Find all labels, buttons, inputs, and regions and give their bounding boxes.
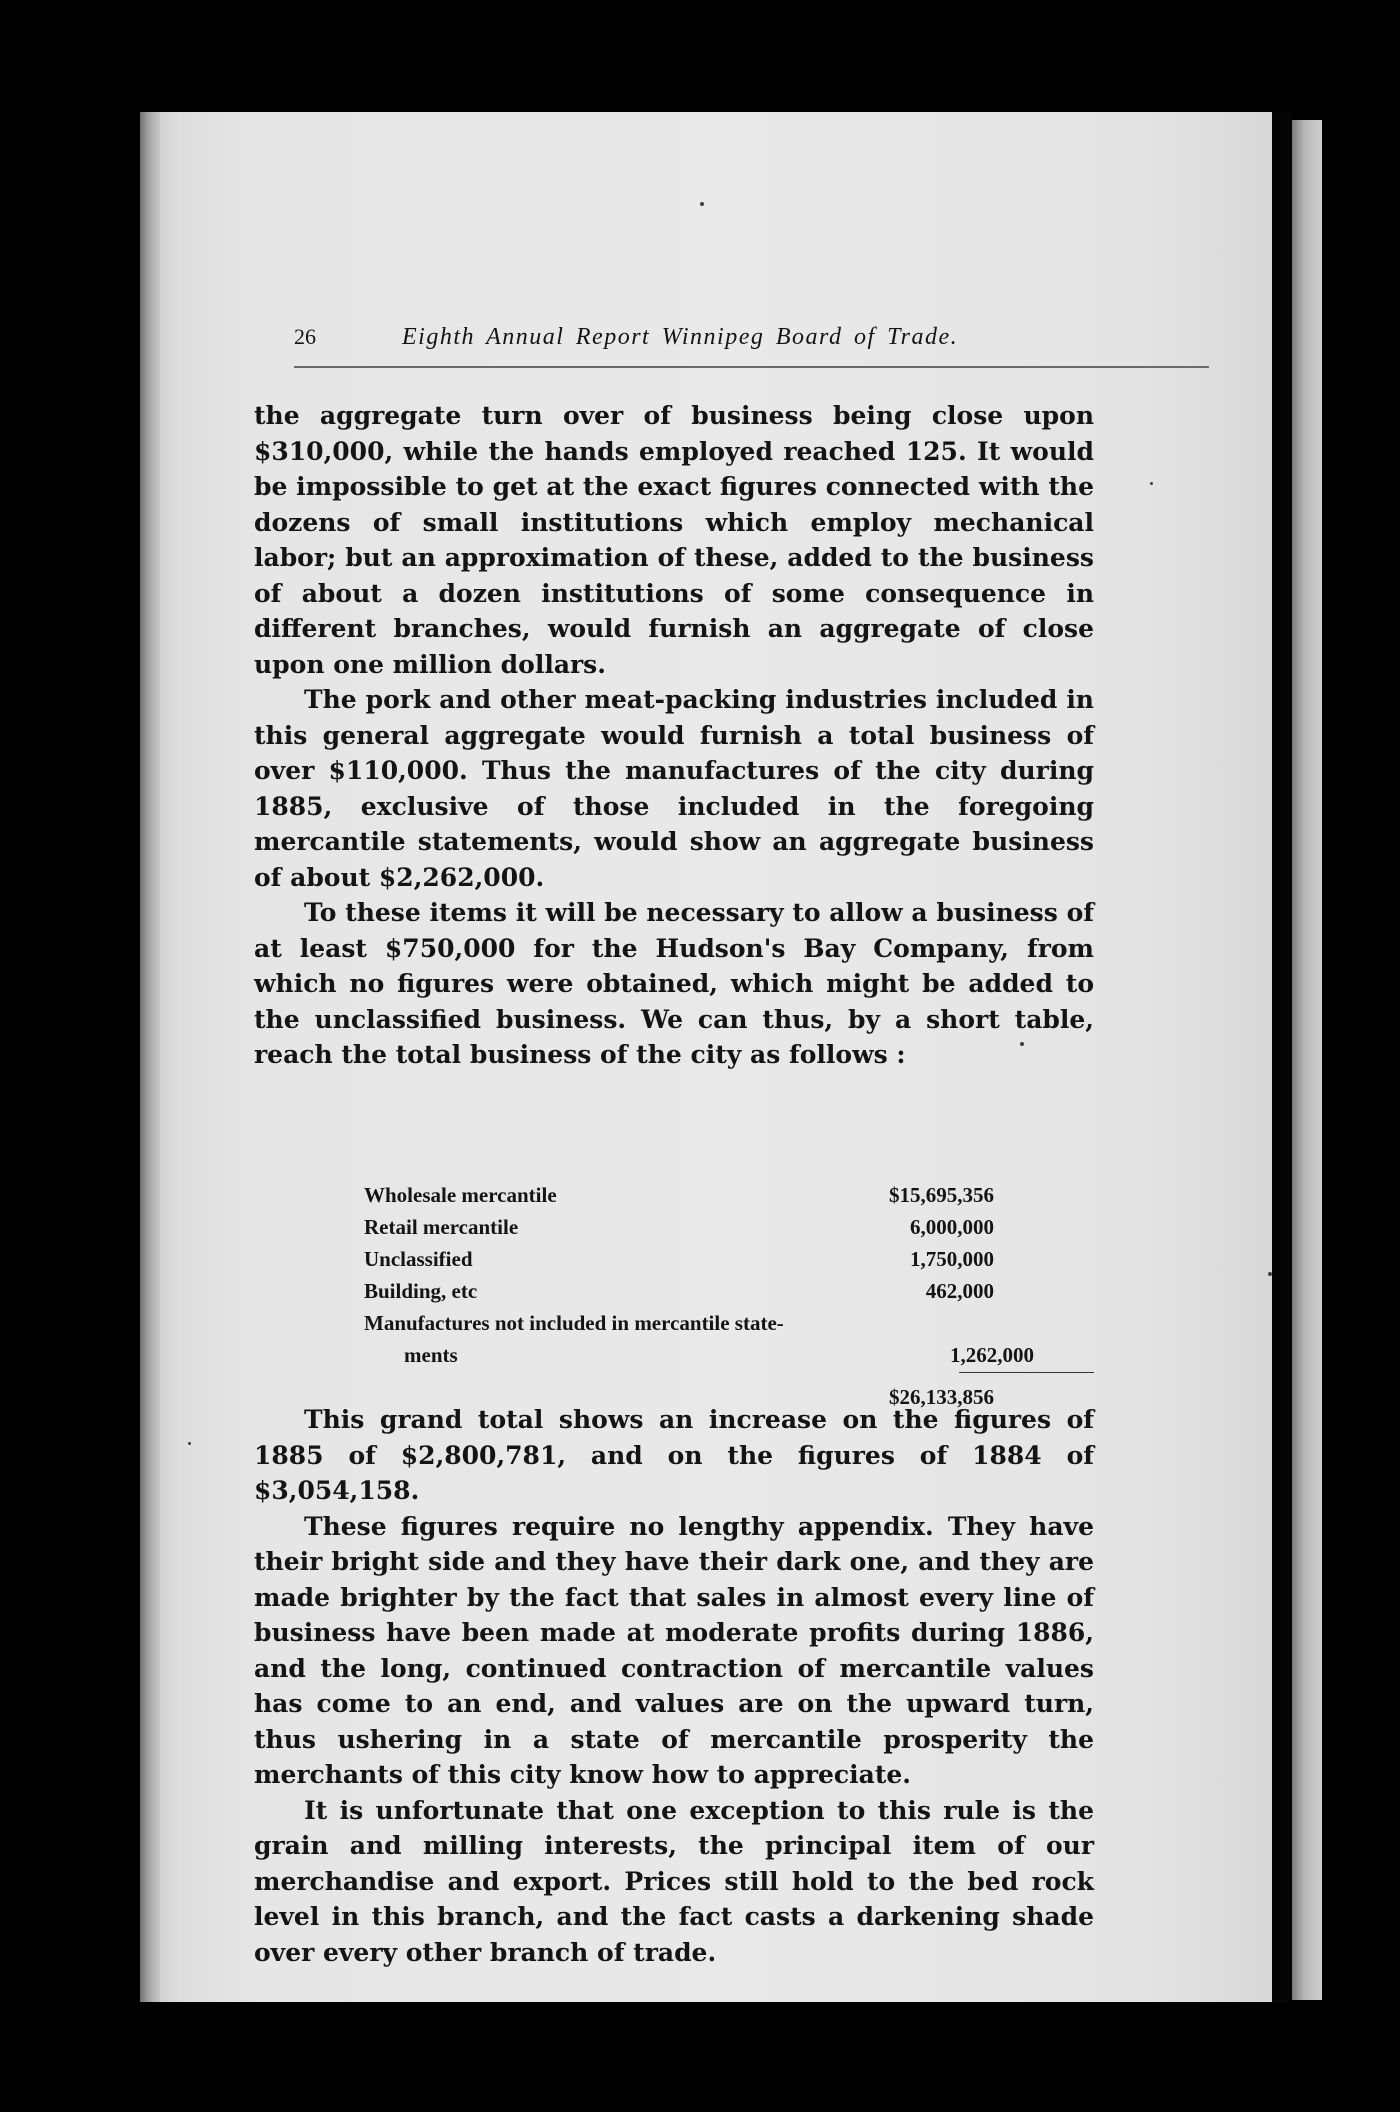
paragraph-6: It is unfortunate that one exception to this rule is the grain and milling interests, the principal item of our merchandise and export. Prices still hold to the bed rock level in this branch, and the fact casts a darkening shade over every other branch of trade. <box>254 1795 1094 1967</box>
table-row <box>254 1336 1094 1368</box>
scan-speck <box>1020 1042 1024 1046</box>
scan-speck <box>188 1442 191 1445</box>
paragraph-2: The pork and other meat-packing industries included in this general aggregate would furnish a total business of over $110,000. Thus the manufactures of the city during 1885, exclusive of those included in the foregoing mercantile statements, would show an aggregate business of about $2,262,000. <box>254 685 1094 892</box>
table-label: ments <box>404 1343 458 1367</box>
page-number: 26 <box>294 324 316 349</box>
table-row <box>254 1240 1094 1272</box>
running-title: Eighth Annual Report Winnipeg Board of Trade. <box>402 324 959 350</box>
paragraph-3: To these items it will be necessary to allow a business of at least $750,000 for the Hudson's Bay Company, from which no figures were obtained, which might be added to the unclassified business. We can thus, by a short table, reach the total business of the city as follows : <box>254 898 1094 1069</box>
document-page <box>140 112 1272 2002</box>
business-table <box>254 1176 1094 1410</box>
paragraph-1: the aggregate turn over of business being close upon $310,000, while the hands employed reached 125. It would be impossible to get at the exact figures connected with the dozens of small institutions which employ mechanical labor; but an approximation of these, added to the business of about a dozen institutions of some consequence in different branches, would furnish an aggregate of close upon one million dollars. <box>254 401 1094 679</box>
scan-speck <box>1150 482 1153 485</box>
body-text <box>254 398 1094 1073</box>
table-value: 6,000,000 <box>910 1215 994 1239</box>
adjacent-page-edge <box>1292 120 1322 2000</box>
header-rule <box>294 366 1209 368</box>
after-table-text <box>254 1402 1094 1970</box>
page-content <box>254 302 1234 1967</box>
table-value: 1,750,000 <box>910 1247 994 1271</box>
page-spine-shadow <box>140 112 160 2002</box>
paragraph-5: These figures require no lengthy appendix. They have their bright side and they have their dark one, and they are made brighter by the fact that sales in almost every line of business have been made at moderate profits during 1886, and the long, continued contraction of mercantile values has come to an end, and values are on the upward turn, thus ushering in a state of mercantile prosperity the merchants of this city know how to appreciate. <box>254 1511 1094 1789</box>
table-value: $15,695,356 <box>889 1183 994 1207</box>
table-label: Building, etc <box>364 1279 478 1303</box>
page-header <box>254 302 1234 352</box>
table-label: Wholesale mercantile <box>364 1183 557 1207</box>
table-row <box>254 1272 1094 1304</box>
table-value: 1,262,000 <box>950 1343 1034 1367</box>
page-gutter <box>1272 112 1292 2002</box>
table-label: Unclassified <box>364 1247 473 1271</box>
table-label: Manufactures not included in mercantile state- <box>364 1311 784 1335</box>
table-row <box>254 1304 1094 1336</box>
table-total: $26,133,856 <box>889 1385 994 1409</box>
table-label: Retail mercantile <box>364 1215 519 1239</box>
table-row <box>254 1208 1094 1240</box>
total-rule <box>959 1372 1094 1373</box>
scan-speck <box>700 202 704 206</box>
table-value: 462,000 <box>925 1279 994 1303</box>
paragraph-4: This grand total shows an increase on the figures of 1885 of $2,800,781, and on the figures of 1884 of $3,054,158. <box>254 1405 1094 1505</box>
table-row <box>254 1176 1094 1208</box>
